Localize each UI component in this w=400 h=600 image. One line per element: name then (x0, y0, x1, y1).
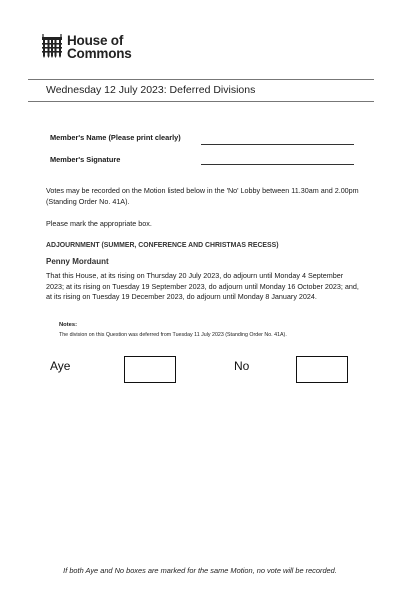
no-checkbox[interactable] (296, 356, 348, 383)
aye-label: Aye (50, 359, 71, 373)
footer-note: If both Aye and No boxes are marked for the same Motion, no vote will be recorded. (63, 566, 337, 575)
top-rule (28, 79, 374, 80)
instruction-text: Please mark the appropriate box. (46, 219, 152, 228)
logo-line-1: House of (67, 33, 124, 48)
motion-member: Penny Mordaunt (46, 257, 109, 266)
page-title: Wednesday 12 July 2023: Deferred Divisions (46, 84, 256, 96)
portcullis-icon (41, 34, 63, 58)
motion-text: That this House, at its rising on Thursday 20 July 2023, do adjourn until Monday 4 September 2023; at its rising on Tuesday 19 September 2023, do adjourn until Monday 16 October 2023; and, at its rising on Tuesday 19 December 2023, do adjourn until Monday 8 January 2024. (46, 271, 359, 302)
member-name-field[interactable] (201, 144, 354, 145)
logo-line-2: Commons (67, 46, 132, 61)
motion-heading: ADJOURNMENT (SUMMER, CONFERENCE AND CHRISTMAS RECESS) (46, 242, 279, 249)
no-label: No (234, 359, 250, 373)
member-signature-label: Member's Signature (50, 155, 121, 164)
title-rule (28, 101, 374, 102)
member-signature-field[interactable] (201, 164, 354, 165)
member-name-label: Member's Name (Please print clearly) (50, 133, 181, 142)
notes-text: The division on this Question was deferred from Tuesday 11 July 2023 (Standing Order No. 41A). (59, 332, 287, 338)
house-of-commons-logo (41, 34, 132, 60)
aye-checkbox[interactable] (124, 356, 176, 383)
notes-title: Notes: (59, 322, 78, 328)
intro-text: Votes may be recorded on the Motion listed below in the 'No' Lobby between 11.30am and 2.00pm (Standing Order No. 41A). (46, 186, 359, 206)
